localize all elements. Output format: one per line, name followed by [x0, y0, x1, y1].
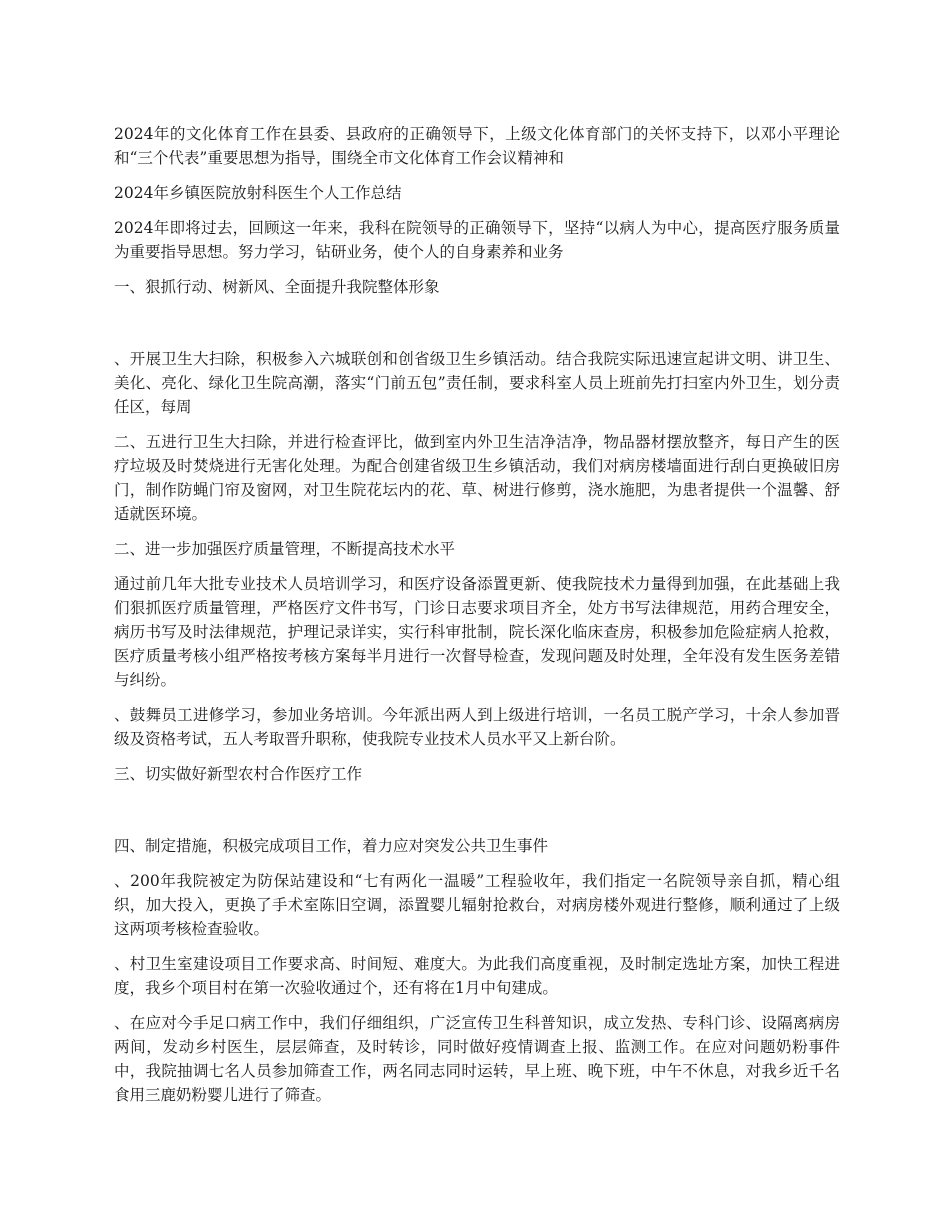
- project-paragraph: 、200年我院被定为防保站建设和“七有两化一温暖”工程验收年，我们指定一名院领导亲自抓，精心组织，加大投入，更换了手术室陈旧空调，添置婴儿辐射抢救台，对病房楼外观进行整修，顺利通过了上级这两项考核检查验收。: [114, 872, 840, 938]
- intro-paragraph: 2024年的文化体育工作在县委、县政府的正确领导下，上级文化体育部门的关怀支持下，以邓小平理论和“三个代表”重要思想为指导，围绕全市文化体育工作会议精神和: [114, 125, 840, 167]
- section-heading-2: 二、进一步加强医疗质量管理，不断提高技术水平: [114, 540, 456, 558]
- training-paragraph: 、鼓舞员工进修学习，参加业务培训。今年派出两人到上级进行培训，一名员工脱产学习，十余人参加晋级及资格考试，五人考取晋升职称，使我院专业技术人员水平又上新台阶。: [114, 706, 840, 748]
- document-body: [114, 122, 840, 1118]
- village-clinic-paragraph: 、村卫生室建设项目工作要求高、时间短、难度大。为此我们高度重视，及时制定选址方案，加快工程进度，我乡个项目村在第一次验收通过个，还有将在1月中旬建成。: [114, 955, 840, 997]
- cleaning-paragraph: 、开展卫生大扫除，积极参入六城联创和创省级卫生乡镇活动。结合我院实际迅速宣起讲文明、讲卫生、美化、亮化、绿化卫生院高潮，落实“门前五包”责任制，要求科室人员上班前先打扫室内外卫生，划分责任区，每周: [114, 350, 840, 416]
- weekly-cleaning-paragraph: 二、五进行卫生大扫除，并进行检查评比，做到室内外卫生洁净洁净，物品器材摆放整齐，每日产生的医疗垃圾及时焚烧进行无害化处理。为配合创建省级卫生乡镇活动，我们对病房楼墙面进行刮白更换破旧房门，制作防蝇门帘及窗网，对卫生院花坛内的花、草、树进行修剪，浇水施肥，为患者提供一个温馨、舒适就医环境。: [114, 433, 840, 523]
- quality-paragraph: 通过前几年大批专业技术人员培训学习，和医疗设备添置更新、使我院技术力量得到加强，在此基础上我们狠抓医疗质量管理，严格医疗文件书写，门诊日志要求项目齐全，处方书写法律规范，用药合理安全，病历书写及时法律规范，护理记录详实，实行科审批制，院长深化临床查房，积极参加危险症病人抢救，医疗质量考核小组严格按考核方案每半月进行一次督导检查，发现问题及时处理，全年没有发生医务差错与纠纷。: [114, 575, 840, 689]
- section-heading-4: 四、制定措施，积极完成项目工作，着力应对突发公共卫生事件: [114, 837, 549, 855]
- summary-paragraph: 2024年即将过去，回顾这一年来，我科在院领导的正确领导下，坚持“以病人为中心，提高医疗服务质量为重要指导思想。努力学习，钻研业务，使个人的自身素养和业务: [114, 219, 840, 261]
- public-health-paragraph: 、在应对今手足口病工作中，我们仔细组织，广泛宣传卫生科普知识，成立发热、专科门诊、设隔离病房两间，发动乡村医生，层层筛查，及时转诊，同时做好疫情调查上报、监测工作。在应对问题奶粉事件中，我院抽调七名人员参加筛查工作，两名同志同时运转，早上班、晚下班，中午不休息，对我乡近千名食用三鹿奶粉婴儿进行了筛查。: [114, 1014, 840, 1104]
- section-heading-1: 一、狠抓行动、树新风、全面提升我院整体形象: [114, 278, 440, 296]
- document-title: 2024年乡镇医院放射科医生个人工作总结: [114, 184, 402, 202]
- section-heading-3: 三、切实做好新型农村合作医疗工作: [114, 765, 363, 783]
